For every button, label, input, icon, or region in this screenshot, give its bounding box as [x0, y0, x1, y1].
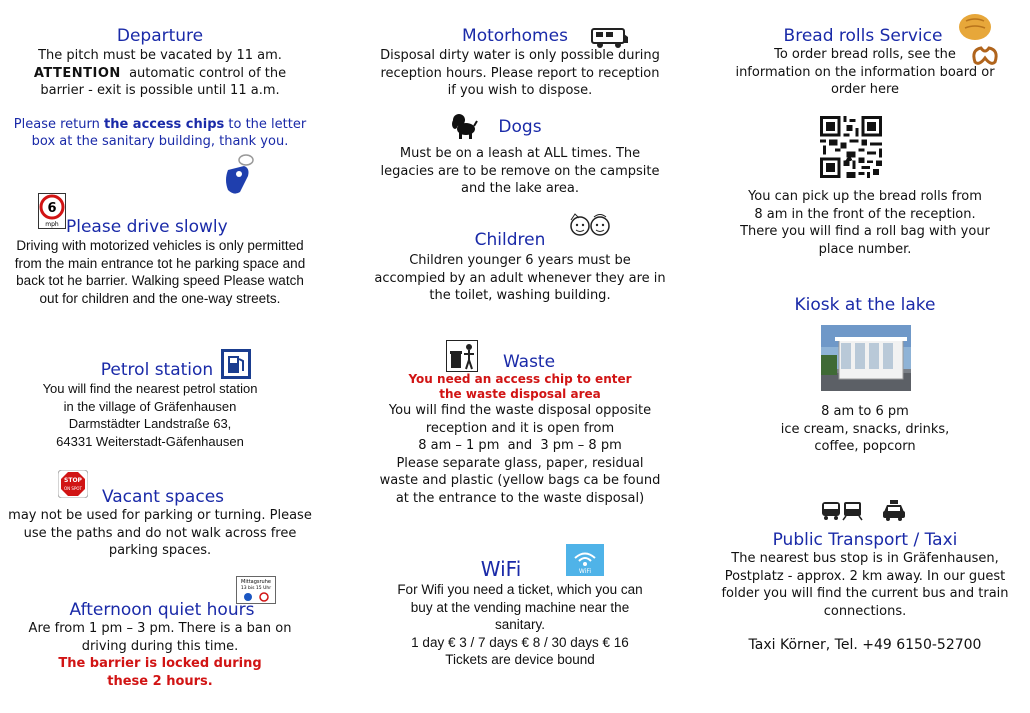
bread-pickup-section	[705, 188, 1025, 258]
waste-title: Waste	[502, 352, 556, 372]
petrol-line2: in the village of Gräfenhausen	[63, 398, 237, 414]
children-section	[355, 230, 685, 305]
drive-slowly-title: Please drive slowly	[66, 217, 228, 237]
kiosk-info	[705, 403, 1025, 456]
drive-slowly-text: Driving with motorized vehicles is only permitted from the main entrance tot he parking space and back tot he barrier. Walking speed Please watch out for children and the one-way streets.	[14, 238, 306, 306]
bread-line4: You can pick up the bread rolls from	[748, 189, 982, 204]
kiosk-line3: coffee, popcorn	[814, 439, 916, 454]
bread-line1: To order bread rolls, see the	[774, 47, 956, 62]
quiet-hours-section	[0, 600, 320, 690]
attention-label: ATTENTION	[33, 65, 121, 81]
dogs-text: Must be on a leash at ALL times. The legacies are to be remove on the campsite and the lake area.	[380, 146, 660, 196]
transport-title: Public Transport / Taxi	[772, 530, 958, 550]
pretzel-icon	[971, 44, 999, 68]
motorhomes-text: Disposal dirty water is only possible during reception hours. Please report to reception if you wish to dispose.	[380, 48, 660, 98]
petrol-line3: Darmstädter Landstraße 63,	[68, 416, 232, 431]
departure-line2: ATTENTION automatic control of the	[33, 65, 287, 81]
children-title: Children	[474, 230, 546, 250]
motorhome-icon	[590, 27, 630, 49]
petrol-title: Petrol station	[100, 360, 214, 380]
taxi-contact: Taxi Körner, Tel. +49 6150-52700	[748, 637, 982, 653]
bread-roll-icon	[958, 11, 992, 41]
motorhomes-section	[355, 26, 685, 100]
waste-warning-line2: the waste disposal area	[439, 387, 601, 401]
waste-line5: waste and plastic (yellow bags ca be found	[379, 473, 661, 488]
bread-line7: place number.	[818, 241, 912, 257]
wifi-title: WiFi	[480, 557, 522, 581]
kiosk-line2: ice cream, snacks, drinks,	[780, 421, 950, 437]
svg-text:mph: mph	[45, 221, 59, 228]
svg-text:WiFi: WiFi	[578, 568, 592, 575]
petrol-line1: You will find the nearest petrol station	[42, 381, 258, 396]
vacant-text: may not be used for parking or turning. Please use the paths and do not walk across free parking spaces.	[8, 508, 312, 558]
wifi-line5: Tickets are device bound	[445, 652, 595, 667]
svg-text:6: 6	[47, 201, 57, 216]
kiosk-hours: 8 am to 6 pm	[821, 404, 909, 419]
taxi-icon	[882, 500, 906, 522]
svg-text:ON SPOT: ON SPOT	[64, 486, 82, 491]
departure-section	[0, 26, 320, 151]
transport-section	[705, 530, 1025, 655]
children-text: Children younger 6 years must be accompied by an adult whenever they are in the toilet, washing building.	[374, 253, 666, 303]
departure-title: Departure	[116, 26, 204, 46]
drive-slowly-section	[0, 217, 320, 307]
bread-title: Bread rolls Service	[783, 26, 943, 46]
kiosk-photo	[821, 325, 911, 391]
waste-line6: at the entrance to the waste disposal)	[395, 490, 645, 506]
kiosk-section	[705, 295, 1025, 315]
waste-section	[355, 352, 685, 507]
waste-line1: You will find the waste disposal opposite	[388, 403, 652, 418]
waste-line4: Please separate glass, paper, residual	[396, 455, 644, 471]
motorhomes-title: Motorhomes	[462, 26, 568, 46]
wifi-line3: sanitary.	[494, 617, 546, 632]
bus-train-icon	[821, 501, 863, 521]
wifi-line1: For Wifi you need a ticket, which you can	[397, 582, 643, 597]
departure-line3: barrier - exit is possible until 11 a.m.	[40, 83, 280, 98]
key-chip-icon	[220, 152, 256, 196]
quiet-hours-text: Are from 1 pm – 3 pm. There is a ban on driving during this time.	[28, 621, 292, 654]
petrol-section	[0, 360, 320, 450]
dogs-title: Dogs	[498, 117, 542, 137]
vacant-title: Vacant spaces	[101, 487, 225, 507]
svg-text:Mittagsruhe: Mittagsruhe	[241, 579, 271, 585]
wifi-section	[355, 557, 685, 669]
bread-line3: order here	[830, 82, 900, 97]
kiosk-title: Kiosk at the lake	[794, 295, 936, 315]
quiet-hours-warning: The barrier is locked during these 2 hours.	[58, 656, 262, 689]
bread-line2: information on the information board or	[735, 64, 995, 80]
transport-text: The nearest bus stop is in Gräfenhausen, Postplatz - approx. 2 km away. In our guest folder you will find the current bus and train connections.	[721, 551, 1009, 619]
petrol-line4: 64331 Weiterstadt-Gäfenhausen	[56, 433, 244, 449]
svg-text:13 bis 15 Uhr: 13 bis 15 Uhr	[240, 586, 272, 591]
fuel-pump-icon	[221, 349, 251, 379]
wifi-line2: buy at the vending machine near the	[410, 599, 630, 615]
wifi-prices: 1 day € 3 / 7 days € 8 / 30 days € 16	[411, 634, 629, 650]
qr-code[interactable]	[820, 116, 882, 178]
departure-line1: The pitch must be vacated by 11 am.	[38, 48, 282, 63]
bread-line6: There you will find a roll bag with your	[740, 224, 990, 239]
svg-text:STOP: STOP	[64, 477, 82, 484]
waste-hours: 8 am – 1 pm and 3 pm – 8 pm	[418, 438, 622, 453]
dogs-section	[355, 117, 685, 198]
departure-note: Please return the access chips to the letter box at the sanitary building, thank you.	[13, 116, 307, 149]
waste-warning-line1: You need an access chip to enter	[408, 372, 632, 386]
bread-line5: 8 am in the front of the reception.	[754, 206, 976, 222]
vacant-section	[0, 487, 320, 560]
waste-line2: reception and it is open from	[425, 420, 615, 436]
quiet-hours-title: Afternoon quiet hours	[69, 600, 255, 620]
